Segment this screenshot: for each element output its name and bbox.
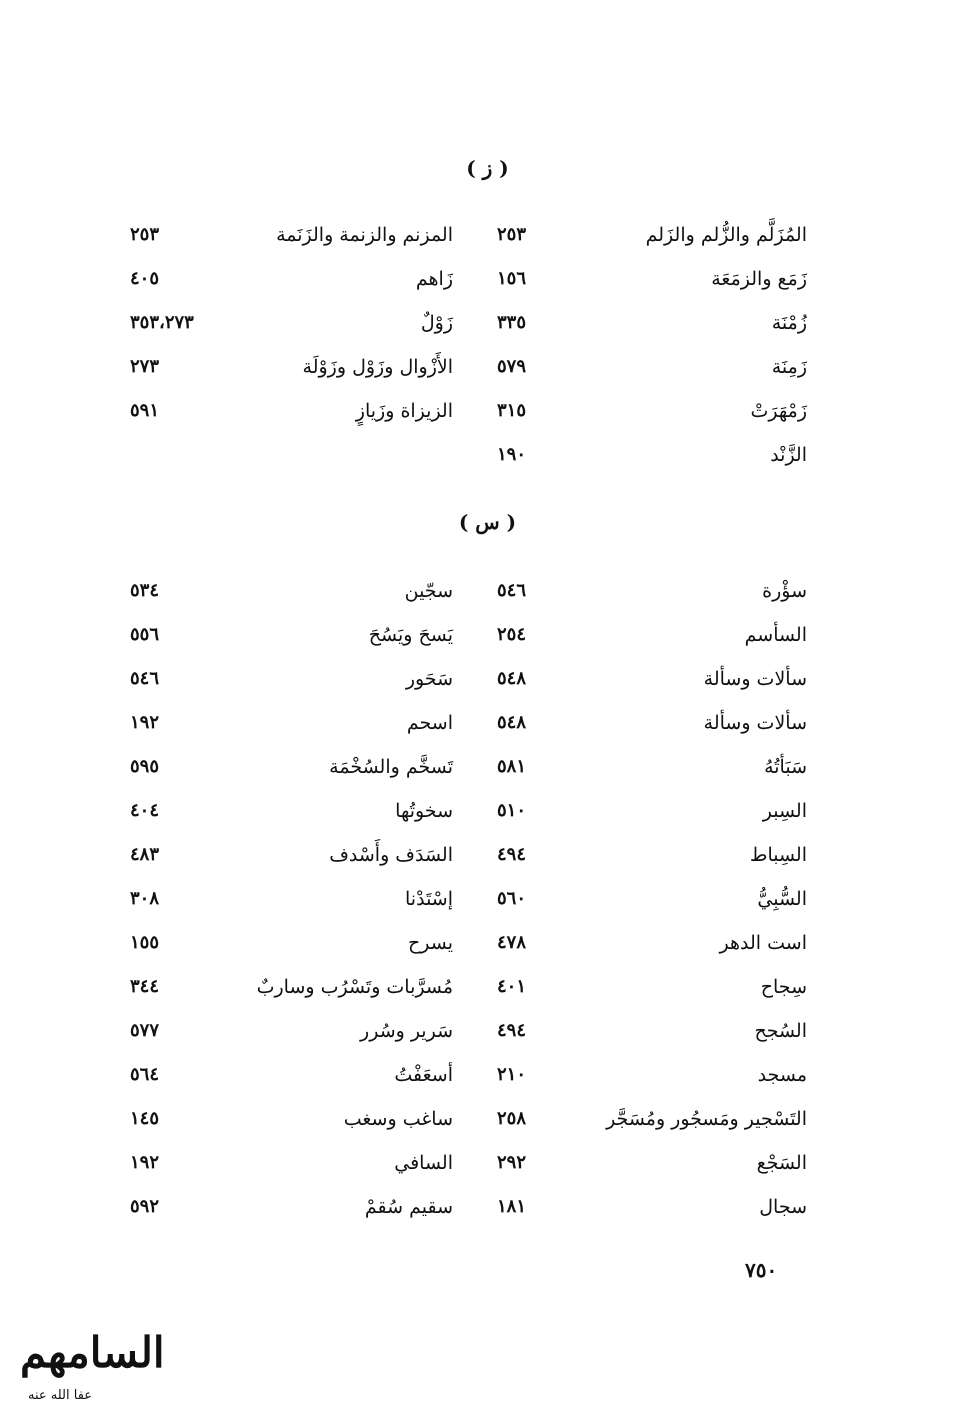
section-heading-zay: ( ز ) (466, 156, 509, 180)
entry-page: ٤٨٣ (130, 844, 160, 865)
entry-page: ٤٩٤ (496, 1020, 526, 1041)
entry-word: زَاهم (415, 268, 453, 290)
entry-page: ٢٥٣ (496, 224, 526, 245)
entry-word: السُجح (754, 1020, 807, 1042)
section-heading-sin: ( س ) (458, 510, 517, 534)
entry-page: ٣٣٥ (496, 312, 526, 333)
index-row (0, 668, 975, 698)
entry-page: ١٨١ (496, 1196, 526, 1217)
entry-word: يسرح (408, 932, 453, 954)
entry-page: ٤٠٤ (130, 800, 160, 821)
entry-word: السِباط (749, 844, 807, 866)
entry-word: سألات وسألة (703, 668, 807, 690)
entry-word: السَدَف وأَسْدف (329, 844, 453, 866)
entry-word: السِبر (762, 800, 807, 822)
index-row (0, 624, 975, 654)
index-row (0, 1020, 975, 1050)
entry-word: زَمِنَة (771, 356, 807, 378)
entry-word: مُسرَّبات وتَسْرُب وساربٌ (256, 976, 453, 998)
entry-word: سجال (759, 1196, 807, 1218)
entry-page: ٣٥٣،٢٧٣ (130, 312, 194, 333)
entry-page: ٣٠٨ (130, 888, 160, 909)
entry-word: التَسْجير ومَسجُور ومُسَجَّر (606, 1108, 807, 1130)
entry-page: ٣١٥ (496, 400, 526, 421)
index-row (0, 976, 975, 1006)
logo-text: السامهم (20, 1328, 165, 1377)
page-number: ٧٥٠ (745, 1258, 778, 1282)
entry-word: زَمَع والزمَعَة (711, 268, 807, 290)
index-row (0, 224, 975, 254)
entry-word: سَحَور (405, 668, 453, 690)
index-row (0, 1196, 975, 1226)
entry-page: ٣٤٤ (130, 976, 160, 997)
entry-page: ٢١٠ (496, 1064, 526, 1085)
entry-word: مسجد (757, 1064, 807, 1086)
index-row (0, 888, 975, 918)
entry-page: ٤٩٤ (496, 844, 526, 865)
index-row (0, 580, 975, 610)
entry-page: ١٩٠ (496, 444, 526, 465)
index-row (0, 712, 975, 742)
entry-page: ٥٦٠ (496, 888, 526, 909)
entry-page: ٥٩٥ (130, 756, 160, 777)
entry-word: السَجْع (756, 1152, 807, 1174)
entry-word: است الدهر (719, 932, 807, 954)
entry-page: ٥٩٢ (130, 1196, 160, 1217)
entry-word: إسْتَدْنا (405, 888, 453, 910)
entry-page: ٥٧٩ (496, 356, 526, 377)
index-row (0, 268, 975, 298)
entry-word: سِجاح (760, 976, 807, 998)
entry-word: سَبَأتُهُ (764, 756, 807, 778)
entry-word: الأَزْوال وزَوْل وزَوْلَة (302, 356, 453, 378)
index-row (0, 356, 975, 386)
entry-word: سخوتُها (395, 800, 453, 822)
entry-page: ٥٤٦ (496, 580, 526, 601)
entry-page: ٥٤٨ (496, 712, 526, 733)
index-row (0, 756, 975, 786)
entry-page: ٥٤٨ (496, 668, 526, 689)
entry-page: ٢٥٤ (496, 624, 526, 645)
entry-word: سألات وسألة (703, 712, 807, 734)
entry-page: ١٩٢ (130, 1152, 160, 1173)
entry-word: سؤْرة (762, 580, 807, 602)
entry-page: ٥١٠ (496, 800, 526, 821)
entry-page: ٤٧٨ (496, 932, 526, 953)
logo-subtext: عفا الله عنه (28, 1388, 93, 1403)
entry-word: أسعَفْتُ (394, 1064, 453, 1086)
index-row (0, 1108, 975, 1138)
watermark-logo (14, 1326, 165, 1414)
entry-word: الزيزاة وزَيازٍ (355, 400, 453, 422)
entry-word: المُزَلَّم والزُّلم والزَلم (645, 224, 807, 246)
entry-word: زُمْنَة (771, 312, 807, 334)
entry-page: ٤٠٥ (130, 268, 160, 289)
entry-page: ٥٦٤ (130, 1064, 160, 1085)
index-row (0, 1064, 975, 1094)
index-row (0, 844, 975, 874)
index-row (0, 444, 975, 474)
entry-word: زَوْلٌ (420, 312, 453, 334)
entry-word: المزنم والزنمة والزَنَمة (276, 224, 453, 246)
entry-word: سَرير وسُرر (360, 1020, 453, 1042)
entry-word: السأسم (744, 624, 807, 646)
entry-page: ٢٧٣ (130, 356, 160, 377)
entry-page: ٥٩١ (130, 400, 160, 421)
entry-word: تَسخَّم والسُخْمَة (329, 756, 453, 778)
entry-page: ١٩٢ (130, 712, 160, 733)
entry-page: ٢٥٨ (496, 1108, 526, 1129)
entry-word: السُّبِيُّ (757, 888, 807, 910)
entry-page: ٥٨١ (496, 756, 526, 777)
index-row (0, 312, 975, 342)
entry-page: ٥٧٧ (130, 1020, 160, 1041)
entry-page: ١٤٥ (130, 1108, 160, 1129)
index-row (0, 800, 975, 830)
entry-page: ١٥٦ (496, 268, 526, 289)
entry-page: ٥٣٤ (130, 580, 160, 601)
entry-word: السافي (394, 1152, 453, 1174)
entry-word: اسحم (406, 712, 453, 734)
entry-page: ٥٥٦ (130, 624, 160, 645)
entry-word: سجّين (404, 580, 453, 602)
entry-word: سقيم سُقمْ (364, 1196, 453, 1218)
entry-page: ١٥٥ (130, 932, 160, 953)
entry-word: الزَّنْد (770, 444, 807, 466)
entry-page: ٥٤٦ (130, 668, 160, 689)
entry-page: ٢٩٢ (496, 1152, 526, 1173)
index-row (0, 1152, 975, 1182)
entry-word: زَمْهَرَتْ (750, 400, 807, 422)
entry-page: ٤٠١ (496, 976, 526, 997)
entry-word: ساغب وسغب (343, 1108, 453, 1130)
index-row (0, 932, 975, 962)
entry-page: ٢٥٣ (130, 224, 160, 245)
index-row (0, 400, 975, 430)
entry-word: يَسحَ ويَسُحَ (368, 624, 453, 646)
